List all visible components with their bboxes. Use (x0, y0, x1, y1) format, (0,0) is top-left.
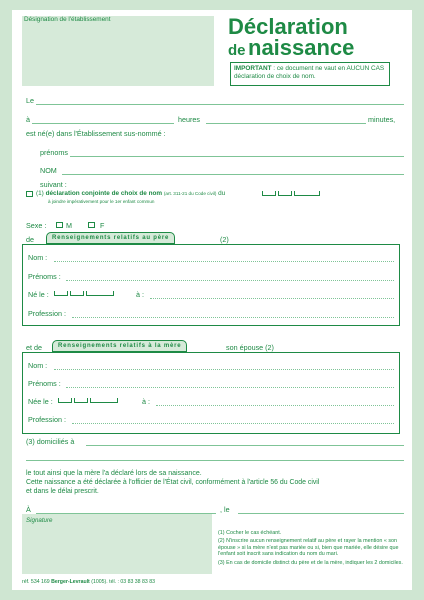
domicile-label: (3) domiciliés à (26, 437, 75, 446)
father-section (22, 244, 400, 326)
father-profession-label: Profession : (28, 309, 66, 318)
label-f: F (100, 221, 105, 230)
line-date[interactable] (36, 104, 404, 105)
label-nom: NOM (40, 166, 57, 175)
label-le: Le (26, 96, 34, 105)
choix-bold: déclaration conjointe de choix de nom (45, 190, 163, 197)
choix-note: à joindre impérativement pour le 1er enfant commun (48, 199, 155, 204)
father-prenoms-line[interactable] (66, 280, 394, 281)
mother-prenoms-label: Prénoms : (28, 379, 61, 388)
mother-nee-le-label: Née le : (28, 397, 53, 406)
important-text: : ce document ne vaut en AUCUN CAS déclaration de choix de nom. (234, 65, 385, 80)
declaration-line2: Cette naissance a été déclarée à l'officier de l'État civil, conformément à l'article 56 du Code civil (26, 479, 320, 486)
label-prenoms: prénoms (40, 148, 68, 157)
label-suivant: suivant : (40, 180, 67, 189)
important-notice (230, 62, 390, 86)
mother-prenoms-line[interactable] (66, 387, 394, 388)
footer-brand: Berger-Levrault (51, 579, 90, 585)
father-nom-line[interactable] (54, 261, 394, 262)
mother-profession-line[interactable] (72, 423, 394, 424)
father-a-line[interactable] (150, 298, 394, 299)
form-page (12, 10, 412, 590)
mother-date-boxes[interactable] (58, 398, 118, 403)
establishment-label: Désignation de l'établissement (24, 16, 111, 23)
note-3: (3) En cas de domicile distinct du père et de la mère, indiquer les 2 domiciles. (218, 559, 403, 566)
choix-nom-line (36, 191, 225, 197)
father-ne-le-label: Né le : (28, 290, 49, 299)
place-date-line[interactable] (238, 513, 404, 514)
sexe-f-checkbox[interactable] (88, 222, 95, 228)
choix-du: du (218, 190, 226, 197)
title-de: de (228, 42, 246, 59)
line-prenoms[interactable] (70, 156, 404, 157)
footer-ref: réf. 534 169 (22, 579, 50, 585)
label-m: M (66, 221, 72, 230)
father-nom-label: Nom : (28, 253, 48, 262)
domicile-line-1[interactable] (86, 445, 404, 446)
father-prenoms-label: Prénoms : (28, 272, 61, 281)
mother-nom-line[interactable] (54, 369, 394, 370)
father-profession-line[interactable] (72, 317, 394, 318)
declaration-line3: et dans le délai prescrit. (26, 488, 99, 495)
title-line2: naissance (248, 35, 355, 60)
mother-section (22, 352, 400, 434)
choix-date-boxes[interactable] (262, 191, 320, 196)
mother-suffix: son épouse (2) (226, 343, 274, 352)
note-1: (1) Cocher le cas échéant. (218, 530, 282, 536)
signature-label: Signature (26, 517, 53, 524)
father-tab: Renseignements relatifs au père (46, 232, 175, 244)
establishment-box[interactable] (22, 16, 214, 86)
label-a: à (26, 115, 30, 124)
father-note: (2) (220, 235, 229, 244)
choix-nom-checkbox[interactable] (26, 191, 33, 197)
sexe-m-checkbox[interactable] (56, 222, 63, 228)
label-est-ne: est né(e) dans l'Établissement sus-nommé : (26, 129, 166, 138)
mother-profession-label: Profession : (28, 415, 66, 424)
father-a-label: à : (136, 290, 144, 299)
line-place[interactable] (32, 123, 174, 124)
title-line1: Déclaration (228, 14, 348, 39)
mother-a-label: à : (142, 397, 150, 406)
father-prefix: de (26, 235, 34, 244)
notes-block (218, 530, 404, 566)
note-2: (2) N'inscrire aucun renseignement relatif au père et rayer la mention « son épouse » si la mère n'est pas mariée ou si, bien que mariée, elle désire que l'enfant soit inscrit sans indication du nom du mari. (218, 538, 399, 558)
place-a: À (26, 505, 31, 514)
footer (22, 580, 155, 585)
mother-prefix: et de (26, 343, 42, 352)
mother-nom-label: Nom : (28, 361, 48, 370)
label-heures: heures (178, 115, 200, 124)
place-le: , le (220, 505, 230, 514)
father-date-boxes[interactable] (54, 291, 114, 296)
declaration-line1: le tout ainsi que la mère l'a déclaré lors de sa naissance. (26, 470, 202, 477)
label-sexe: Sexe : (26, 221, 47, 230)
choix-prefix: (1) (36, 190, 44, 197)
choix-ref: (art. 311-21 du Code civil) (163, 191, 217, 196)
line-time[interactable] (206, 123, 366, 124)
mother-a-line[interactable] (156, 405, 394, 406)
domicile-line-2[interactable] (26, 460, 404, 461)
important-bold: IMPORTANT (234, 65, 272, 72)
line-nom[interactable] (62, 174, 404, 175)
mother-tab: Renseignements relatifs à la mère (52, 340, 187, 352)
label-minutes: minutes, (368, 115, 396, 124)
footer-rest: (1005). tél. : 03 83 38 83 83 (91, 579, 155, 585)
